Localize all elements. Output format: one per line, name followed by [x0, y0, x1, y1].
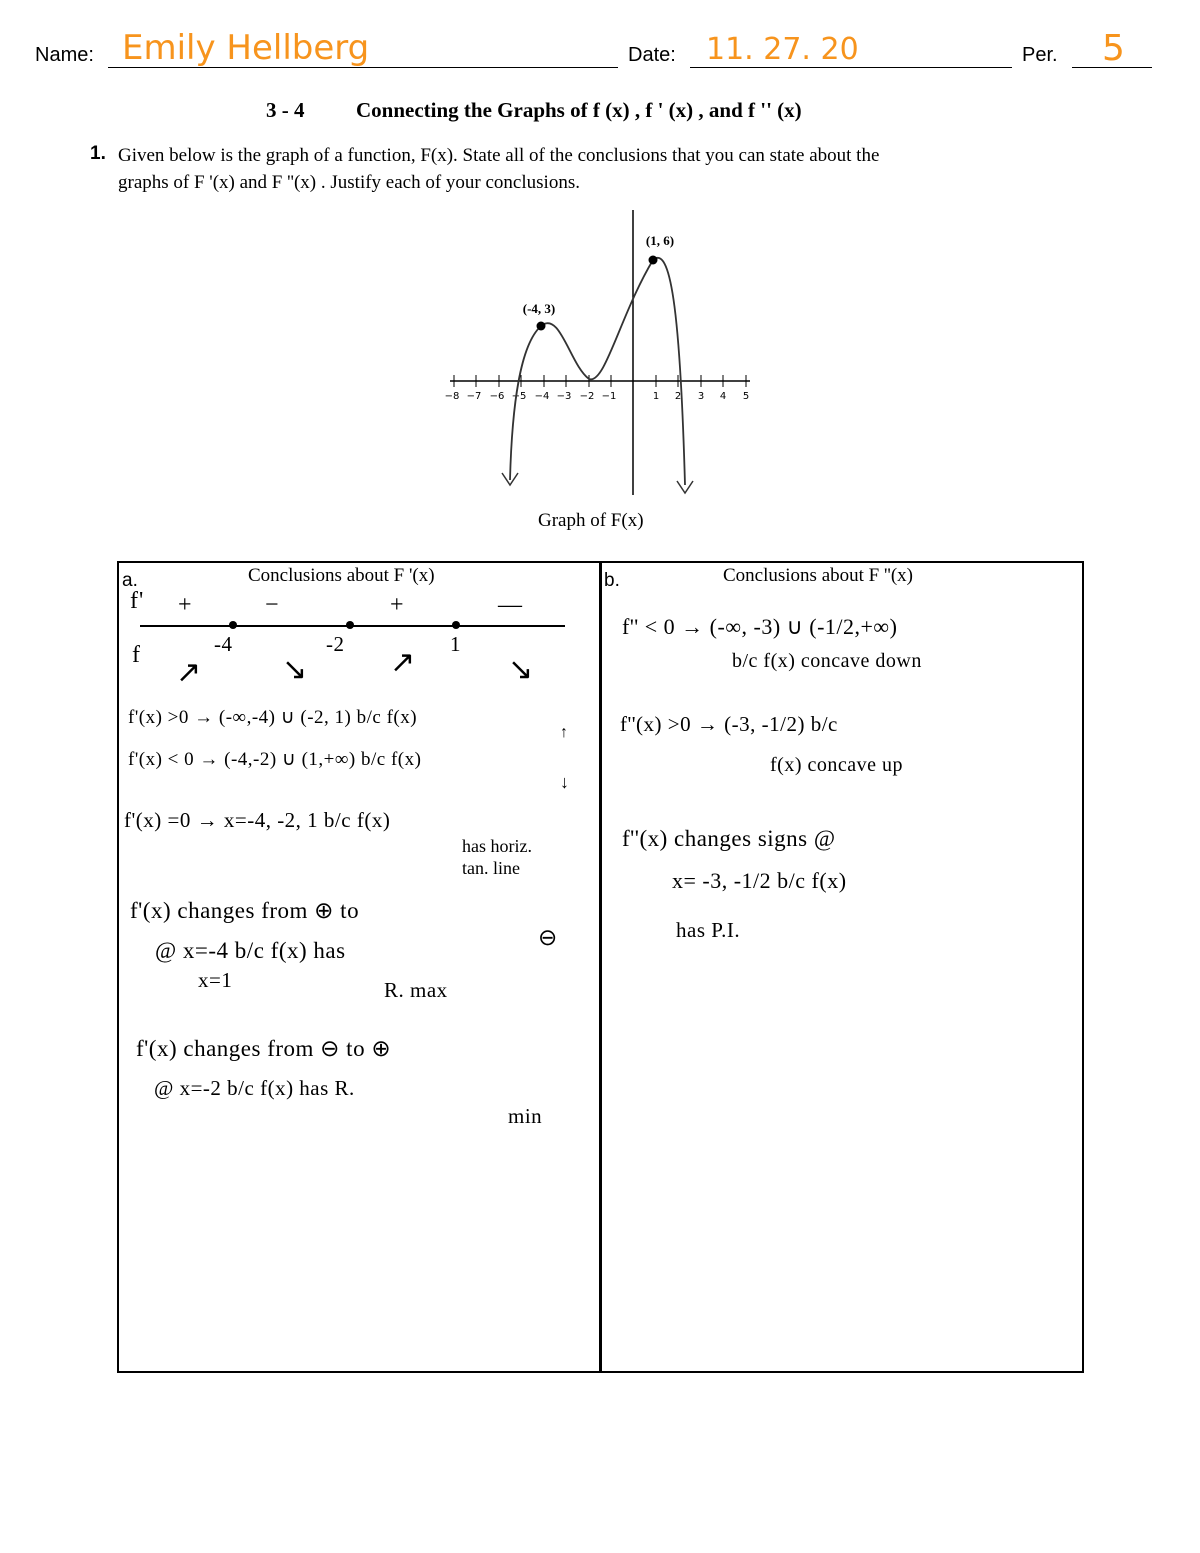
- tick-label: −2: [579, 391, 595, 402]
- point-local-max-right: [649, 256, 658, 265]
- tick-label: −4: [534, 391, 550, 402]
- box-b-line-7: has P.I.: [676, 918, 741, 942]
- sign-chart-sign: +: [178, 592, 193, 618]
- sign-chart-f-label: f: [132, 642, 141, 668]
- name-value[interactable]: Emily Hellberg: [122, 28, 370, 68]
- box-a-line-1-arrow: ↑: [560, 724, 569, 741]
- question-line-2: graphs of F '(x) and F ''(x) . Justify each of your conclusions.: [118, 172, 580, 193]
- increasing-arrow-icon: ↗: [390, 646, 417, 679]
- box-a-line-3c: tan. line: [462, 858, 520, 878]
- sign-chart-dot: [229, 621, 237, 629]
- point-local-max-left: [537, 322, 546, 331]
- sign-chart-sign: −: [265, 592, 280, 618]
- box-a-title: Conclusions about F '(x): [248, 565, 435, 586]
- sign-chart-critical-point: -4: [214, 632, 233, 656]
- date-value[interactable]: 11. 27. 20: [706, 32, 859, 67]
- sign-chart-sign: +: [390, 592, 405, 618]
- box-a-line-3: f'(x) =0 → x=-4, -2, 1 b/c f(x): [124, 808, 391, 832]
- box-a-line-7: @ x=-2 b/c f(x) has R.: [154, 1076, 355, 1100]
- box-a-line-5c: R. max: [384, 978, 448, 1002]
- tick-label: −1: [601, 391, 617, 402]
- box-b-line-6: x= -3, -1/2 b/c f(x): [672, 868, 847, 893]
- tick-label: 2: [674, 391, 682, 402]
- box-a-line-2: f'(x) < 0 → (-4,-2) ∪ (1,+∞) b/c f(x): [128, 749, 422, 770]
- point-label-right: (1, 6): [645, 233, 675, 248]
- conclusions-box-b: [599, 561, 1084, 1373]
- tick-label: 3: [697, 391, 705, 402]
- box-b-line-4: f(x) concave up: [770, 754, 903, 776]
- tick-label: −7: [466, 391, 482, 402]
- decreasing-arrow-icon: ↘: [282, 653, 309, 686]
- point-label-left: (-4, 3): [522, 301, 556, 316]
- box-a-line-1: f'(x) >0 → (-∞,-4) ∪ (-2, 1) b/c f(x): [128, 707, 418, 728]
- tick-label: 5: [742, 391, 750, 402]
- box-a-line-2-arrow: ↓: [560, 772, 570, 792]
- graph-caption: Graph of F(x): [538, 510, 644, 531]
- period-value[interactable]: 5: [1102, 28, 1125, 69]
- x-tick-labels: [445, 391, 750, 402]
- page-title: Connecting the Graphs of f (x) , f ' (x) , and f '' (x): [356, 98, 802, 122]
- function-graph: [440, 205, 760, 505]
- box-b-line-2: b/c f(x) concave down: [732, 650, 922, 672]
- tick-label: 1: [652, 391, 660, 402]
- box-a-line-3b: has horiz.: [462, 836, 532, 856]
- box-a-letter: a.: [122, 570, 138, 591]
- box-b-line-3: f''(x) >0 → (-3, -1/2) b/c: [620, 712, 838, 736]
- name-label: Name:: [35, 44, 94, 66]
- decreasing-arrow-icon: ↘: [508, 653, 535, 686]
- box-a-line-7b: min: [508, 1104, 543, 1128]
- sign-chart-dot: [346, 621, 354, 629]
- period-label: Per.: [1022, 44, 1058, 66]
- tick-label: −5: [511, 391, 527, 402]
- date-underline: [690, 67, 1012, 68]
- box-b-title: Conclusions about F ''(x): [723, 565, 913, 586]
- increasing-arrow-icon: ↗: [176, 656, 203, 689]
- box-a-line-4-minus: ⊖: [538, 925, 558, 950]
- box-b-letter: b.: [604, 570, 620, 591]
- box-b-line-5: f''(x) changes signs @: [622, 826, 836, 851]
- sign-chart-critical-point: -2: [326, 632, 345, 656]
- question-number: 1.: [90, 143, 106, 164]
- question-line-1: Given below is the graph of a function, F(x). State all of the conclusions that you can state about the: [118, 145, 880, 166]
- tick-label: −6: [489, 391, 505, 402]
- tick-label: 4: [719, 391, 727, 402]
- tick-label: −8: [444, 391, 460, 402]
- section-number: 3 - 4: [266, 98, 305, 122]
- sign-chart-critical-point: 1: [450, 632, 461, 656]
- tick-label: −3: [556, 391, 572, 402]
- box-a-line-4: f'(x) changes from ⊕ to: [130, 898, 360, 923]
- box-a-line-6: f'(x) changes from ⊖ to ⊕: [136, 1036, 392, 1061]
- box-b-line-1: f'' < 0 → (-∞, -3) ∪ (-1/2,+∞): [622, 614, 898, 639]
- sign-chart-dot: [452, 621, 460, 629]
- box-a-line-5b: x=1: [198, 968, 233, 992]
- sign-chart-fprime-label: f': [130, 588, 145, 614]
- function-curve: [510, 258, 685, 485]
- date-label: Date:: [628, 44, 676, 66]
- box-a-line-5: @ x=-4 b/c f(x) has: [155, 938, 346, 963]
- sign-chart-sign: —: [498, 592, 523, 618]
